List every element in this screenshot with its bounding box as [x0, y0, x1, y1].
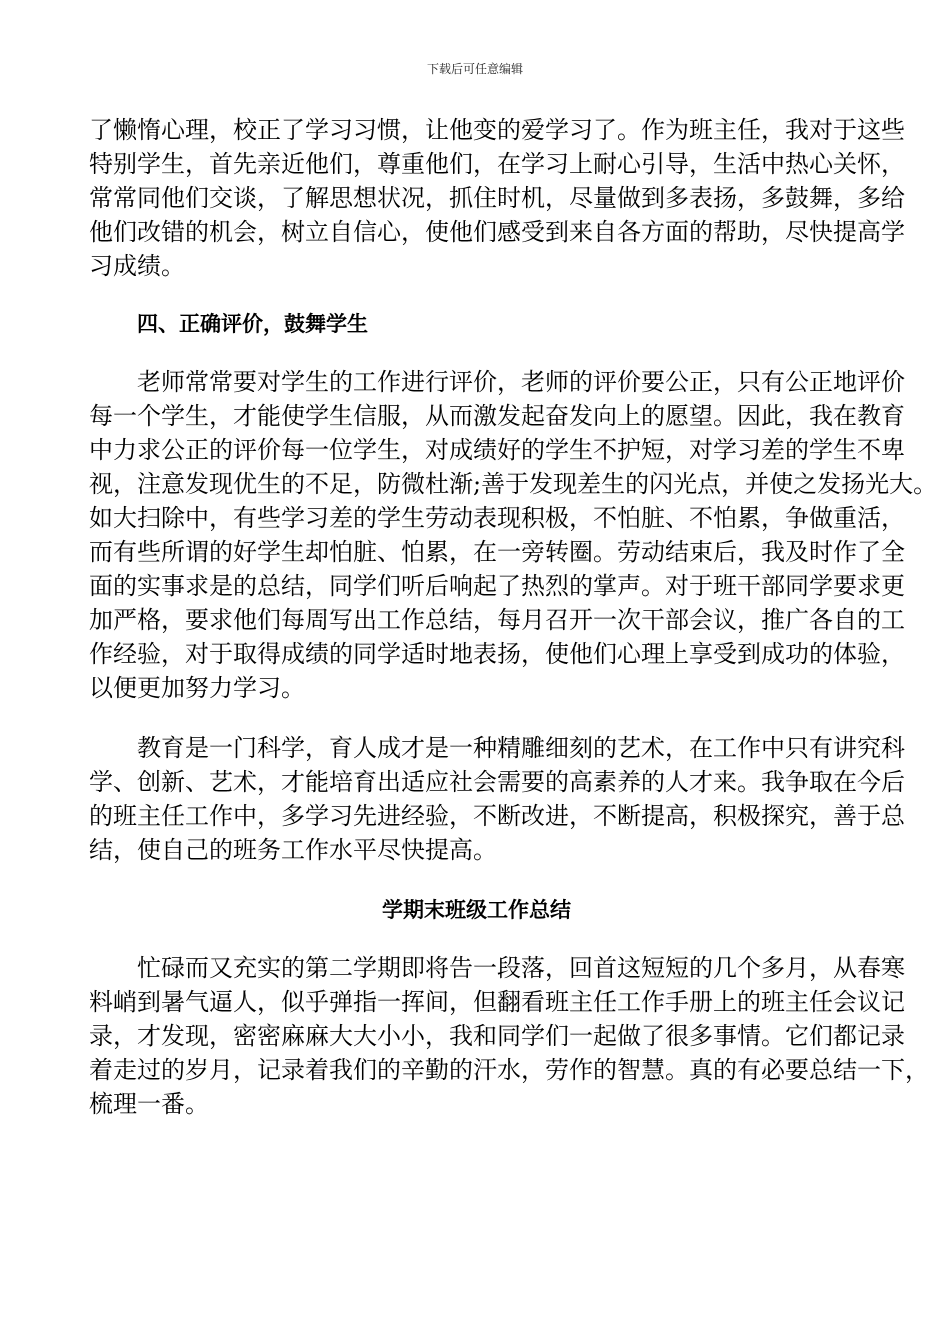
- paragraph-line: 以便更加努力学习。: [89, 674, 305, 702]
- paragraph-line: 作经验，对于取得成绩的同学适时地表扬，使他们心理上享受到成功的体验，: [89, 640, 905, 668]
- paragraph-line: 着走过的岁月，记录着我们的辛勤的汗水，劳作的智慧。真的有必要总结一下，: [89, 1056, 929, 1084]
- paragraph-line: 教育是一门科学，育人成才是一种精雕细刻的艺术，在工作中只有讲究科: [137, 734, 905, 762]
- paragraph-line: 中力求公正的评价每一位学生，对成绩好的学生不护短，对学习差的学生不卑: [89, 436, 905, 464]
- paragraph-line: 而有些所谓的好学生却怕脏、怕累，在一旁转圈。劳动结束后，我及时作了全: [89, 538, 905, 566]
- paragraph-line: 面的实事求是的总结，同学们听后响起了热烈的掌声。对于班干部同学要求更: [89, 572, 905, 600]
- paragraph-line: 特别学生，首先亲近他们，尊重他们，在学习上耐心引导，生活中热心关怀，: [89, 150, 905, 178]
- paragraph-line: 习成绩。: [89, 252, 185, 280]
- paragraph-line: 结，使自己的班务工作水平尽快提高。: [89, 836, 497, 864]
- paragraph-line: 料峭到暑气逼人，似乎弹指一挥间，但翻看班主任工作手册上的班主任会议记: [89, 988, 905, 1016]
- document-body: [89, 113, 938, 1121]
- paragraph-3: [89, 731, 905, 867]
- paragraph-line: 他们改错的机会，树立自信心，使他们感受到来自各方面的帮助，尽快提高学: [89, 218, 905, 246]
- paragraph-line: 常常同他们交谈，了解思想状况，抓住时机，尽量做到多表扬，多鼓舞，多给: [89, 184, 905, 212]
- paragraph-line: 梳理一番。: [89, 1090, 209, 1118]
- section-heading-4: 四、正确评价，鼓舞学生: [137, 311, 368, 336]
- page-header-note: 下载后可任意编辑: [426, 62, 523, 76]
- paragraph-line: 视，注意发现优生的不足，防微杜渐;善于发现差生的闪光点，并使之发扬光大。: [89, 470, 938, 498]
- document-title: 学期末班级工作总结: [382, 897, 571, 922]
- paragraph-line: 每一个学生，才能使学生信服，从而激发起奋发向上的愿望。因此，我在教育: [89, 402, 905, 430]
- paragraph-line: 的班主任工作中，多学习先进经验，不断改进，不断提高，积极探究，善于总: [89, 802, 905, 830]
- paragraph-2: [89, 365, 938, 705]
- paragraph-line: 老师常常要对学生的工作进行评价，老师的评价要公正，只有公正地评价: [137, 368, 905, 396]
- paragraph-4: [89, 951, 929, 1121]
- paragraph-line: 如大扫除中，有些学习差的学生劳动表现积极，不怕脏、不怕累，争做重活，: [89, 504, 905, 532]
- paragraph-line: 录，才发现，密密麻麻大大小小，我和同学们一起做了很多事情。它们都记录: [89, 1022, 905, 1050]
- paragraph-line: 学、创新、艺术，才能培育出适应社会需要的高素养的人才来。我争取在今后: [89, 768, 905, 796]
- paragraph-1: [89, 113, 905, 283]
- paragraph-line: 加严格，要求他们每周写出工作总结，每月召开一次干部会议，推广各自的工: [89, 606, 905, 634]
- paragraph-line: 了懒惰心理，校正了学习习惯，让他变的爱学习了。作为班主任，我对于这些: [89, 116, 905, 144]
- paragraph-line: 忙碌而又充实的第二学期即将告一段落，回首这短短的几个多月，从春寒: [137, 954, 905, 982]
